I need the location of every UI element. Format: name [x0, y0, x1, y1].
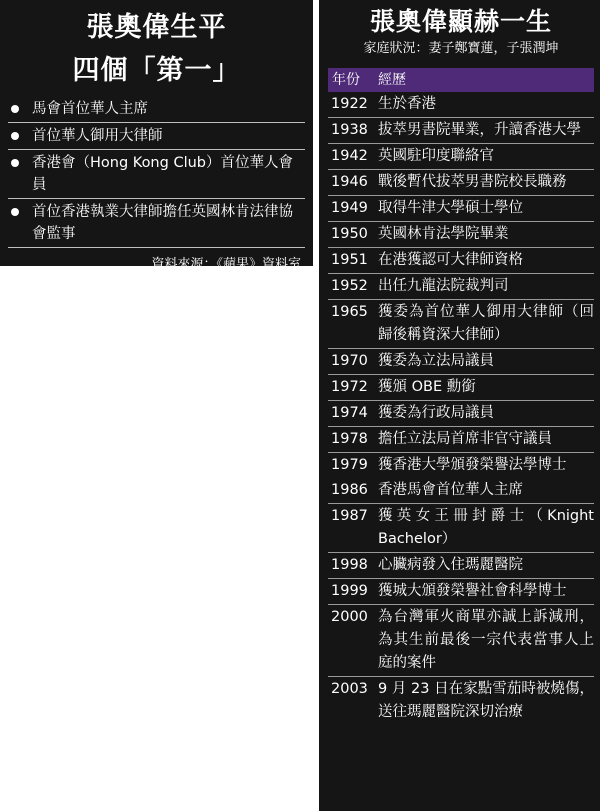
header-year: 年份 [332, 72, 360, 88]
row-event: 心臟病發入住瑪麗醫院 [378, 557, 523, 573]
row-event: 獲香港大學頒發榮譽法學博士 [378, 457, 567, 473]
row-event: 獲英女王冊封爵士（Knight Bachelor） [378, 508, 594, 547]
row-year: 1965 [331, 304, 368, 320]
table-row [328, 349, 594, 375]
table-row [328, 677, 594, 725]
table-row [328, 196, 594, 222]
row-year: 1922 [331, 96, 368, 112]
table-row [328, 144, 594, 170]
row-year: 1999 [331, 583, 368, 599]
list-item [8, 123, 305, 150]
row-event: 擔任立法局首席非官守議員 [378, 431, 552, 447]
row-year: 1951 [331, 252, 368, 268]
row-event: 獲城大頒發榮譽社會科學博士 [378, 583, 567, 599]
row-year: 1942 [331, 148, 368, 164]
row-event: 拔萃男書院畢業，升讀香港大學 [378, 122, 581, 138]
row-year: 1970 [331, 353, 368, 369]
row-event: 生於香港 [378, 96, 436, 112]
row-year: 1986 [331, 482, 368, 498]
firsts-list [8, 96, 305, 248]
table-row [328, 453, 594, 478]
table-row [328, 401, 594, 427]
table-row [328, 478, 594, 504]
bullet-icon [11, 159, 19, 167]
row-event: 獲頒 OBE 勳銜 [378, 379, 476, 395]
header-event: 經歷 [378, 72, 406, 88]
bullet-icon [11, 105, 19, 113]
row-year: 1972 [331, 379, 368, 395]
table-row [328, 427, 594, 453]
bullet-icon [11, 132, 19, 140]
row-event: 戰後暫代拔萃男書院校長職務 [378, 174, 567, 190]
row-year: 1987 [331, 508, 368, 524]
row-year: 2003 [331, 681, 368, 697]
row-year: 1950 [331, 226, 368, 242]
list-item-text: 馬會首位華人主席 [32, 101, 148, 117]
row-event: 香港馬會首位華人主席 [378, 482, 523, 498]
list-item-text: 香港會（Hong Kong Club）首位華人會員 [32, 155, 293, 193]
row-year: 1938 [331, 122, 368, 138]
bullet-icon [11, 208, 19, 216]
table-row [328, 504, 594, 553]
table-row [328, 553, 594, 579]
table-row [328, 375, 594, 401]
table-row [328, 248, 594, 274]
table-row [328, 274, 594, 300]
row-year: 1998 [331, 557, 368, 573]
list-item [8, 150, 305, 199]
row-event: 取得牛津大學碩士學位 [378, 200, 523, 216]
table-row [328, 222, 594, 248]
source-note: 資料來源：《蘋果》資料室 [151, 257, 301, 272]
table-row [328, 170, 594, 196]
table-row [328, 92, 594, 118]
left-panel [0, 0, 313, 272]
list-item [8, 199, 305, 248]
row-year: 1952 [331, 278, 368, 294]
row-event: 英國林肯法學院畢業 [378, 226, 509, 242]
row-event: 在港獲認可大律師資格 [378, 252, 523, 268]
table-row [328, 579, 594, 605]
left-title-line2: 四個「第一」 [72, 55, 241, 86]
right-title: 張奧偉顯赫一生 [369, 7, 552, 36]
timeline-table [328, 92, 594, 725]
timeline-header [328, 68, 594, 92]
row-event: 為台灣軍火商單亦誠上訴減刑，為其生前最後一宗代表當事人上庭的案件 [378, 609, 594, 671]
row-year: 1949 [331, 200, 368, 216]
left-title [8, 6, 305, 92]
list-item-text: 首位華人御用大律師 [32, 128, 163, 144]
row-event: 獲委為行政局議員 [378, 405, 494, 421]
row-year: 2000 [331, 609, 368, 625]
row-event: 出任九龍法院裁判司 [378, 278, 509, 294]
left-title-line1: 張奧偉生平 [86, 12, 227, 43]
row-event: 獲委為立法局議員 [378, 353, 494, 369]
row-year: 1978 [331, 431, 368, 447]
family-status: 家庭狀況：妻子鄭寶蓮，子張潤坤 [363, 41, 559, 56]
row-event: 英國駐印度聯絡官 [378, 148, 494, 164]
row-year: 1979 [331, 457, 368, 473]
list-item [8, 96, 305, 123]
row-event: 9 月 23 日在家點雪茄時被燒傷，送往瑪麗醫院深切治療 [378, 681, 594, 720]
list-item-text: 首位香港執業大律師擔任英國林肯法律協會監事 [32, 204, 293, 242]
table-row [328, 118, 594, 144]
right-panel [319, 0, 600, 811]
table-row [328, 300, 594, 349]
row-event: 獲委為首位華人御用大律師（回歸後稱資深大律師） [378, 304, 594, 343]
table-row [328, 605, 594, 677]
row-year: 1946 [331, 174, 368, 190]
row-year: 1974 [331, 405, 368, 421]
